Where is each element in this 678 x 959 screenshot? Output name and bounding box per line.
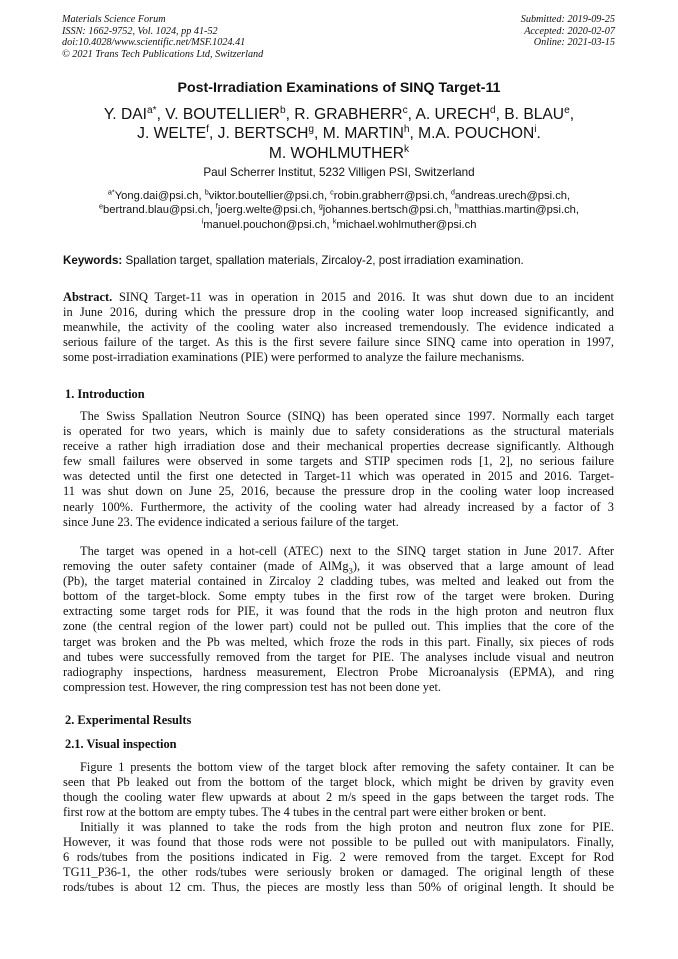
abstract-line: serious failure of the target. As this is the first severe failure since SINQ came into operation in 1997, <box>63 335 614 350</box>
text-line: radiography inspections, hardness measurement, Electron Probe Microanalysis (EPMA), and ring <box>63 664 614 679</box>
text-line: 6 rods/tubes from the positions indicated in Fig. 2 were removed from the target. Except for Rod <box>63 850 614 865</box>
text-line: rods/tubes is about 12 cm. Thus, the pieces are mostly less than 50% of original length. It should be <box>63 880 614 895</box>
text-line: TG11_P36-1, the other rods/tubes were seriously broken or damaged. The original length of these <box>63 865 614 880</box>
author: J. WELTE$^f$, <box>137 124 218 143</box>
abstract-line: some post-irradiation examinations (PIE) were performed to analyze the failure mechanisms. <box>63 350 525 365</box>
journal-name: Materials Science Forum <box>62 14 166 25</box>
section-heading-experimental: 2. Experimental Results <box>65 713 192 727</box>
author-line-1 <box>40 105 638 124</box>
text-line: The Swiss Spallation Neutron Source (SINQ) has been operated since 1997. Normally each target <box>80 409 614 423</box>
date-accepted: Accepted: 2020-02-07 <box>524 25 615 37</box>
abstract-line: meanwhile, the activity of the cooling water also increased tremendously. The evidence indicated a <box>63 320 614 335</box>
journal-header-right <box>521 14 615 49</box>
text-line: though the cooling water flew upwards at about 2 m/s speed in the gaps between the target rods. The <box>63 790 614 805</box>
text-line: first row at the bottom are empty tubes. The 4 tubes in the central part were either broken or bent. <box>63 805 547 820</box>
text-line: extracting some target rods for PIE, it was found that the rods in the high proton and neutron flux <box>63 604 614 619</box>
keywords-label: Keywords: <box>63 254 123 267</box>
author: J. BERTSCH$^g$, <box>217 124 323 143</box>
intro-paragraph-1 <box>63 409 614 530</box>
text-line: removing the outer safety container (made of AlMg$_3$), it was observed that a large amount of lead <box>63 559 614 576</box>
text-line: bottom of the target-block. Some empty tubes in the first row of the target were broken. During <box>63 589 614 604</box>
text-line: seen that Pb leaked out from the bottom of the target block, which might be driven by gravity even <box>63 775 614 790</box>
email: $^f$joerg.welte@psi.ch, <box>215 201 319 217</box>
email: $^i$manuel.pouchon@psi.ch, <box>201 215 333 231</box>
visual-paragraph-1 <box>63 760 614 820</box>
email: $^g$johannes.bertsch@psi.ch, <box>318 201 455 217</box>
author: M. WOHLMUTHER$^k$ <box>268 143 410 162</box>
email-line-3 <box>30 215 648 232</box>
author: A. URECH$^d$, <box>415 104 505 123</box>
text-line: However, it was found that those rods were not possible to be pulled out with manipulators. Finally, <box>63 835 614 850</box>
abstract-label: Abstract. <box>63 290 113 304</box>
text-line: zone (the central region of the lower part) could not be pulled out. This implies that the core of the <box>63 619 614 634</box>
abstract <box>63 290 614 365</box>
keywords <box>63 254 618 267</box>
keywords-text: Spallation target, spallation materials, Zircaloy-2, post irradiation examination. <box>122 254 524 267</box>
visual-paragraph-2 <box>63 820 614 895</box>
abstract-line: Abstract. SINQ Target-11 was in operation in 2015 and 2016. It was shut down due to an incident <box>63 290 614 304</box>
text-line: was detected until the first one detected in Target-11 which was operated in 2015 and 2016. Target- <box>63 469 614 484</box>
email: $^d$andreas.urech@psi.ch, <box>450 187 571 202</box>
affiliation: Paul Scherrer Institut, 5232 Villigen PSI, Switzerland <box>203 166 475 179</box>
text-line: Initially it was planned to take the rods from the high proton and neutron flux zone for PIE. <box>80 820 614 834</box>
email: $^e$bertrand.blau@psi.ch, <box>99 201 216 217</box>
text-line: and tubes were successfully removed from the target for PIE. The analyses include visual and neutron <box>63 649 614 664</box>
author-line-2 <box>40 124 638 143</box>
author: R. GRABHERR$^c$, <box>294 104 416 123</box>
journal-header-left <box>62 14 263 60</box>
email: $^k$michael.wohlmuther@psi.ch <box>332 215 477 231</box>
author: V. BOUTELLIER$^b$, <box>165 104 295 123</box>
date-submitted: Submitted: 2019-09-25 <box>520 14 615 25</box>
journal-issn: ISSN: 1662-9752, Vol. 1024, pp 41-52 <box>62 25 218 37</box>
email: $^b$viktor.boutellier@psi.ch, <box>204 187 331 202</box>
text-line: target was broken and the Pb was melted, which froze the rods in this part. Finally, six pieces of rods <box>63 634 614 649</box>
author-line-3 <box>40 144 638 163</box>
author-emails <box>30 189 648 232</box>
text-line: nearly 100%. Furthermore, the activity of the cooling water had already increased by a factor of 3 <box>63 499 614 514</box>
paper-title: Post-Irradiation Examinations of SINQ Target-11 <box>177 80 501 96</box>
text-line: is operated for two years, which is mainly due to safety considerations as the structural materials <box>63 424 614 439</box>
journal-copyright: © 2021 Trans Tech Publications Ltd, Switzerland <box>62 48 264 60</box>
text-line: Figure 1 presents the bottom view of the target block after removing the safety container. It can be <box>80 760 614 774</box>
text-line: (Pb), the target material contained in Zircaloy 2 cladding tubes, was melted and leaked out from the <box>63 574 614 589</box>
email: $^c$robin.grabherr@psi.ch, <box>330 187 451 202</box>
subsection-heading-visual: 2.1. Visual inspection <box>65 737 177 751</box>
author-list <box>40 105 638 163</box>
email: $^{a*}$Yong.dai@psi.ch, <box>107 187 205 202</box>
intro-paragraph-2 <box>63 544 614 695</box>
author: M. MARTIN$^h$, <box>322 124 419 143</box>
date-online: Online: 2021-03-15 <box>533 37 615 49</box>
text-line: compression test. However, the ring compression test has not been done yet. <box>63 679 442 694</box>
section-heading-introduction: 1. Introduction <box>65 387 145 401</box>
author: M.A. POUCHON$^i$. <box>418 124 541 143</box>
author: Y. $DAI^{a*}$, <box>103 104 166 123</box>
journal-doi: doi:10.4028/www.scientific.net/MSF.1024.41 <box>62 37 246 49</box>
email: $^h$matthias.martin@psi.ch, <box>454 201 579 217</box>
text-line: few small failures were observed in some targets and STIP specimen rods [1, 2], no serious failure <box>63 454 614 469</box>
abstract-line: in June 2016, during which the pressure drop in the cooling water loop increased significantly, and <box>63 305 614 320</box>
text-line: since June 23. The evidence indicated a serious failure of the target. <box>63 514 399 529</box>
email-line-2 <box>30 203 648 217</box>
text-line: The target was opened in a hot-cell (ATEC) next to the SINQ target station in June 2017. After <box>80 544 614 558</box>
email-line-1 <box>30 189 648 203</box>
text-line: 11 was shut down on June 25, 2016, because the pressure drop in the cooling water loop increased <box>63 484 614 499</box>
text-line: receive a rather high irradiation dose and their mechanical properties decrease significantly. Although <box>63 439 614 454</box>
author: B. BLAU$^e$, <box>504 104 575 123</box>
